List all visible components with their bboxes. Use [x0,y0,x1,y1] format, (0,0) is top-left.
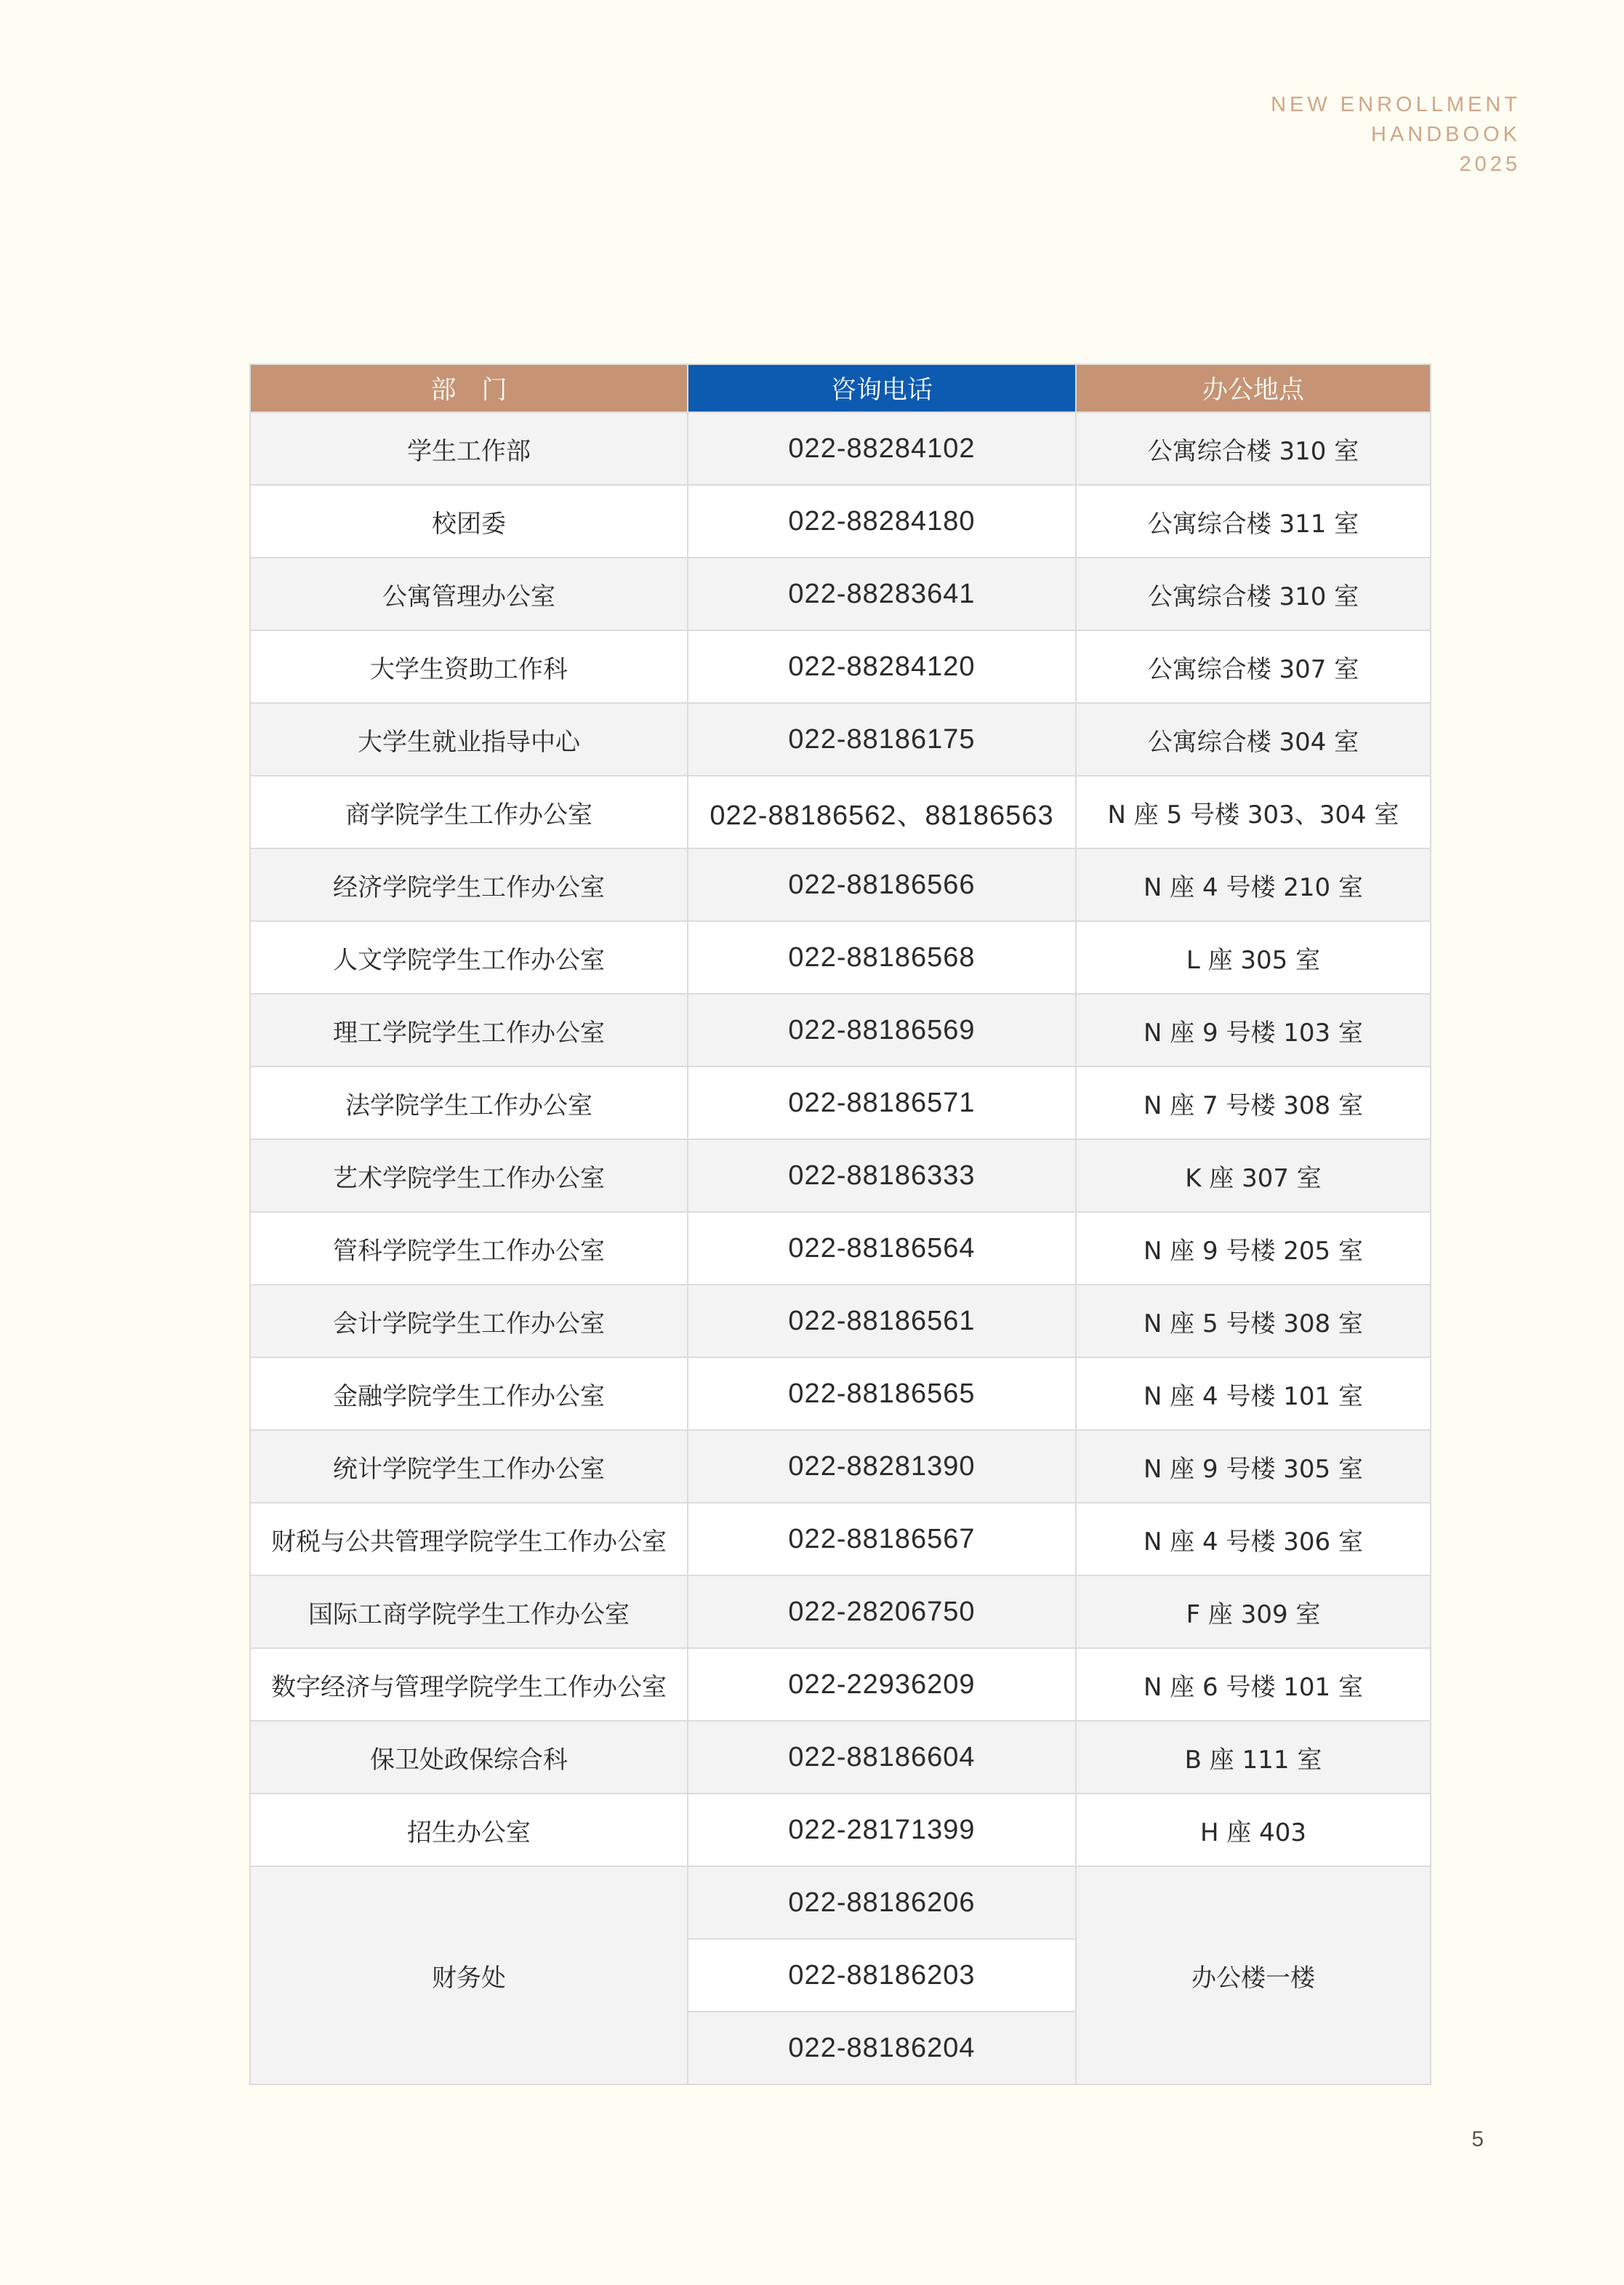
phone-cell: 022-88283641 [688,558,1076,630]
department-cell: 人文学院学生工作办公室 [250,921,688,994]
column-header-department: 部 门 [250,364,688,412]
table-row [250,1430,1431,1503]
table-row [250,848,1431,921]
phone-cell: 022-88186569 [688,994,1076,1067]
phone-cell: 022-88186604 [688,1721,1076,1794]
header-mark-line-3: 2025 [1459,153,1521,176]
location-cell: K 座 307 室 [1076,1139,1431,1212]
department-cell: 数字经济与管理学院学生工作办公室 [250,1648,688,1721]
location-cell: B 座 111 室 [1076,1721,1431,1794]
table-row [250,1139,1431,1212]
table-row [250,703,1431,776]
table-row [250,1575,1431,1648]
location-cell: F 座 309 室 [1076,1575,1431,1648]
phone-cell: 022-88186566 [688,848,1076,921]
department-cell: 法学院学生工作办公室 [250,1067,688,1139]
department-cell: 财务处 [250,1866,688,2084]
department-cell: 管科学院学生工作办公室 [250,1212,688,1285]
location-cell: 公寓综合楼 311 室 [1076,485,1431,558]
phone-cell: 022-28206750 [688,1575,1076,1648]
department-cell: 统计学院学生工作办公室 [250,1430,688,1503]
department-cell: 国际工商学院学生工作办公室 [250,1575,688,1648]
phone-cell: 022-88186565 [688,1357,1076,1430]
location-cell: N 座 4 号楼 101 室 [1076,1357,1431,1430]
phone-cell: 022-88281390 [688,1430,1076,1503]
location-cell: 公寓综合楼 310 室 [1076,558,1431,630]
phone-cell: 022-88186567 [688,1503,1076,1575]
page-number: 5 [1471,2127,1484,2151]
phone-cell: 022-88186204 [688,2012,1076,2084]
phone-cell: 022-88284180 [688,485,1076,558]
location-cell: H 座 403 [1076,1794,1431,1866]
table-row [250,1212,1431,1285]
column-header-phone: 咨询电话 [688,364,1076,412]
location-cell: L 座 305 室 [1076,921,1431,994]
phone-cell: 022-88284120 [688,630,1076,703]
location-cell: 公寓综合楼 310 室 [1076,412,1431,485]
department-cell: 招生办公室 [250,1794,688,1866]
location-cell: N 座 5 号楼 308 室 [1076,1285,1431,1357]
table-row [250,630,1431,703]
location-cell: N 座 7 号楼 308 室 [1076,1067,1431,1139]
phone-cell: 022-88186564 [688,1212,1076,1285]
location-cell: N 座 9 号楼 305 室 [1076,1430,1431,1503]
table-row [250,485,1431,558]
phone-cell: 022-88186568 [688,921,1076,994]
column-header-location: 办公地点 [1076,364,1431,412]
phone-cell: 022-22936209 [688,1648,1076,1721]
department-cell: 会计学院学生工作办公室 [250,1285,688,1357]
phone-cell: 022-88186206 [688,1866,1076,1939]
department-cell: 财税与公共管理学院学生工作办公室 [250,1503,688,1575]
location-cell: 公寓综合楼 304 室 [1076,703,1431,776]
department-cell: 大学生资助工作科 [250,630,688,703]
table-header-row [250,364,1431,412]
table-row [250,1285,1431,1357]
table-row [250,994,1431,1067]
table-row [250,776,1431,848]
contact-table [249,364,1431,2085]
phone-cell: 022-88284102 [688,412,1076,485]
phone-cell: 022-28171399 [688,1794,1076,1866]
location-cell: N 座 4 号楼 210 室 [1076,848,1431,921]
table-row [250,1503,1431,1575]
phone-cell: 022-88186203 [688,1939,1076,2012]
department-cell: 保卫处政保综合科 [250,1721,688,1794]
header-mark-line-2: HANDBOOK [1371,123,1521,146]
table-row [250,558,1431,630]
table-row [250,1648,1431,1721]
header-mark-line-1: NEW ENROLLMENT [1271,93,1521,116]
location-cell: N 座 4 号楼 306 室 [1076,1503,1431,1575]
phone-cell: 022-88186175 [688,703,1076,776]
department-cell: 大学生就业指导中心 [250,703,688,776]
table-row [250,1067,1431,1139]
location-cell: N 座 5 号楼 303、304 室 [1076,776,1431,848]
department-cell: 商学院学生工作办公室 [250,776,688,848]
table-row-finance [250,1866,1431,1939]
phone-cell: 022-88186562、88186563 [688,776,1076,848]
location-cell: 公寓综合楼 307 室 [1076,630,1431,703]
phone-cell: 022-88186333 [688,1139,1076,1212]
department-cell: 校团委 [250,485,688,558]
department-cell: 经济学院学生工作办公室 [250,848,688,921]
department-cell: 公寓管理办公室 [250,558,688,630]
department-cell: 金融学院学生工作办公室 [250,1357,688,1430]
location-cell: N 座 9 号楼 103 室 [1076,994,1431,1067]
phone-cell: 022-88186561 [688,1285,1076,1357]
department-cell: 学生工作部 [250,412,688,485]
department-cell: 理工学院学生工作办公室 [250,994,688,1067]
handbook-header-mark [1271,90,1521,180]
table-row [250,921,1431,994]
phone-cell: 022-88186571 [688,1067,1076,1139]
location-cell: 办公楼一楼 [1076,1866,1431,2084]
table-row [250,1357,1431,1430]
department-cell: 艺术学院学生工作办公室 [250,1139,688,1212]
table-row [250,1794,1431,1866]
table-row [250,1721,1431,1794]
table-row [250,412,1431,485]
location-cell: N 座 6 号楼 101 室 [1076,1648,1431,1721]
location-cell: N 座 9 号楼 205 室 [1076,1212,1431,1285]
